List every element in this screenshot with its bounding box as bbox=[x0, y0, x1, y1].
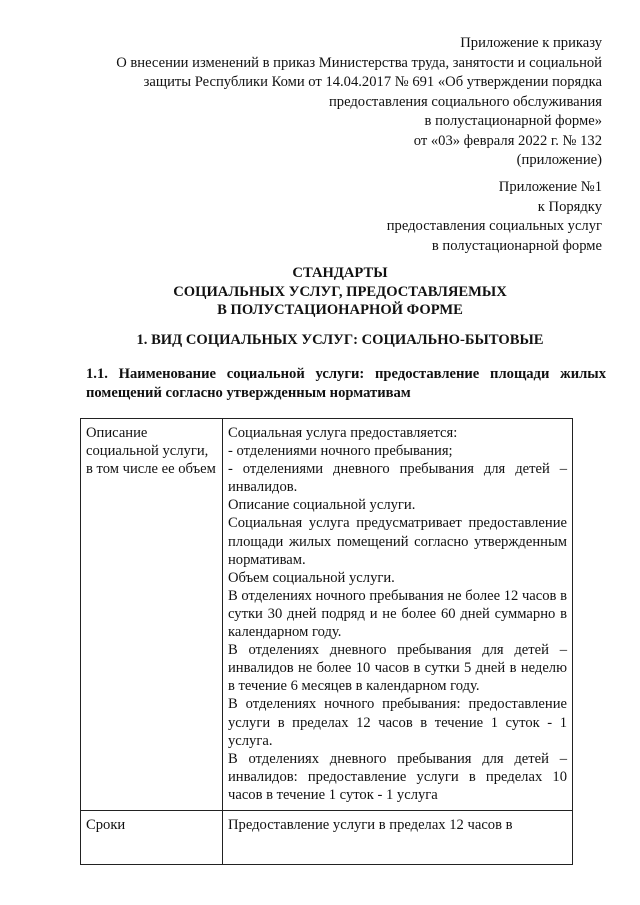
header-line: (приложение) bbox=[516, 152, 602, 168]
description-paragraph: - отделениями дневного пребывания для детей – инвалидов. bbox=[228, 461, 567, 496]
description-paragraph: В отделениях ночного пребывания не более 12 часов в сутки 30 дней подряд и не более 60 дней суммарно в календарном году. bbox=[228, 587, 567, 641]
annex-line: предоставления социальных услуг bbox=[386, 218, 602, 234]
header-line: предоставления социального обслуживания bbox=[328, 93, 602, 110]
description-paragraph: В отделениях ночного пребывания: предоставление услуги в пределах 12 часов в течение 1 суток - 1 услуга. bbox=[228, 696, 567, 749]
header-line: в полустационарной форме» bbox=[424, 113, 602, 129]
description-paragraph: Описание социальной услуги. bbox=[228, 497, 416, 514]
table-row bbox=[81, 810, 573, 864]
header-line: от «03» февраля 2022 г. № 132 bbox=[413, 132, 602, 149]
subsection-heading: 1.1. Наименование социальной услуги: предоставление площади жилых помещений согласно утвержденным нормативам bbox=[86, 366, 606, 401]
description-paragraph: В отделениях дневного пребывания для детей – инвалидов не более 10 часов в сутки 5 дней в неделю в течение 6 месяцев в календарном году. bbox=[228, 642, 567, 695]
header-line: Приложение к приказу bbox=[460, 35, 602, 51]
annex-line: к Порядку bbox=[537, 198, 602, 215]
title-line: СТАНДАРТЫ bbox=[292, 265, 388, 281]
title-line: СОЦИАЛЬНЫХ УСЛУГ, ПРЕДОСТАВЛЯЕМЫХ bbox=[173, 283, 507, 300]
description-paragraph: Социальная услуга предоставляется: bbox=[228, 425, 458, 441]
annex-line: Приложение №1 bbox=[498, 179, 602, 195]
description-paragraph: Социальная услуга предусматривает предоставление площади жилых помещений согласно утвержденным нормативам. bbox=[228, 515, 567, 568]
order-attachment-header bbox=[82, 34, 602, 171]
row-description bbox=[223, 419, 573, 811]
annex-line: в полустационарной форме bbox=[431, 237, 602, 254]
row-description bbox=[223, 810, 573, 864]
description-paragraph: Объем социальной услуги. bbox=[228, 569, 395, 586]
table-row bbox=[81, 419, 573, 811]
header-line: О внесении изменений в приказ Министерства труда, занятости и социальной bbox=[116, 54, 602, 71]
description-paragraph: В отделениях дневного пребывания для детей – инвалидов: предоставление услуги в пределах 10 часов в течение 1 суток - 1 услуга bbox=[228, 750, 567, 803]
service-standard-table bbox=[80, 418, 573, 865]
title-line: В ПОЛУСТАЦИОНАРНОЙ ФОРМЕ bbox=[217, 302, 463, 318]
section-heading: 1. ВИД СОЦИАЛЬНЫХ УСЛУГ: СОЦИАЛЬНО-БЫТОВЫЕ bbox=[136, 332, 544, 348]
row-label: Сроки bbox=[81, 810, 223, 864]
row-label: Описание социальной услуги, в том числе ее объем bbox=[81, 419, 223, 811]
annex-header bbox=[302, 178, 602, 256]
description-paragraph: - отделениями ночного пребывания; bbox=[228, 443, 453, 460]
description-paragraph: Предоставление услуги в пределах 12 часов в bbox=[228, 816, 513, 833]
header-line: защиты Республики Коми от 14.04.2017 № 691 «Об утверждении порядка bbox=[143, 74, 602, 90]
document-title bbox=[60, 264, 620, 320]
